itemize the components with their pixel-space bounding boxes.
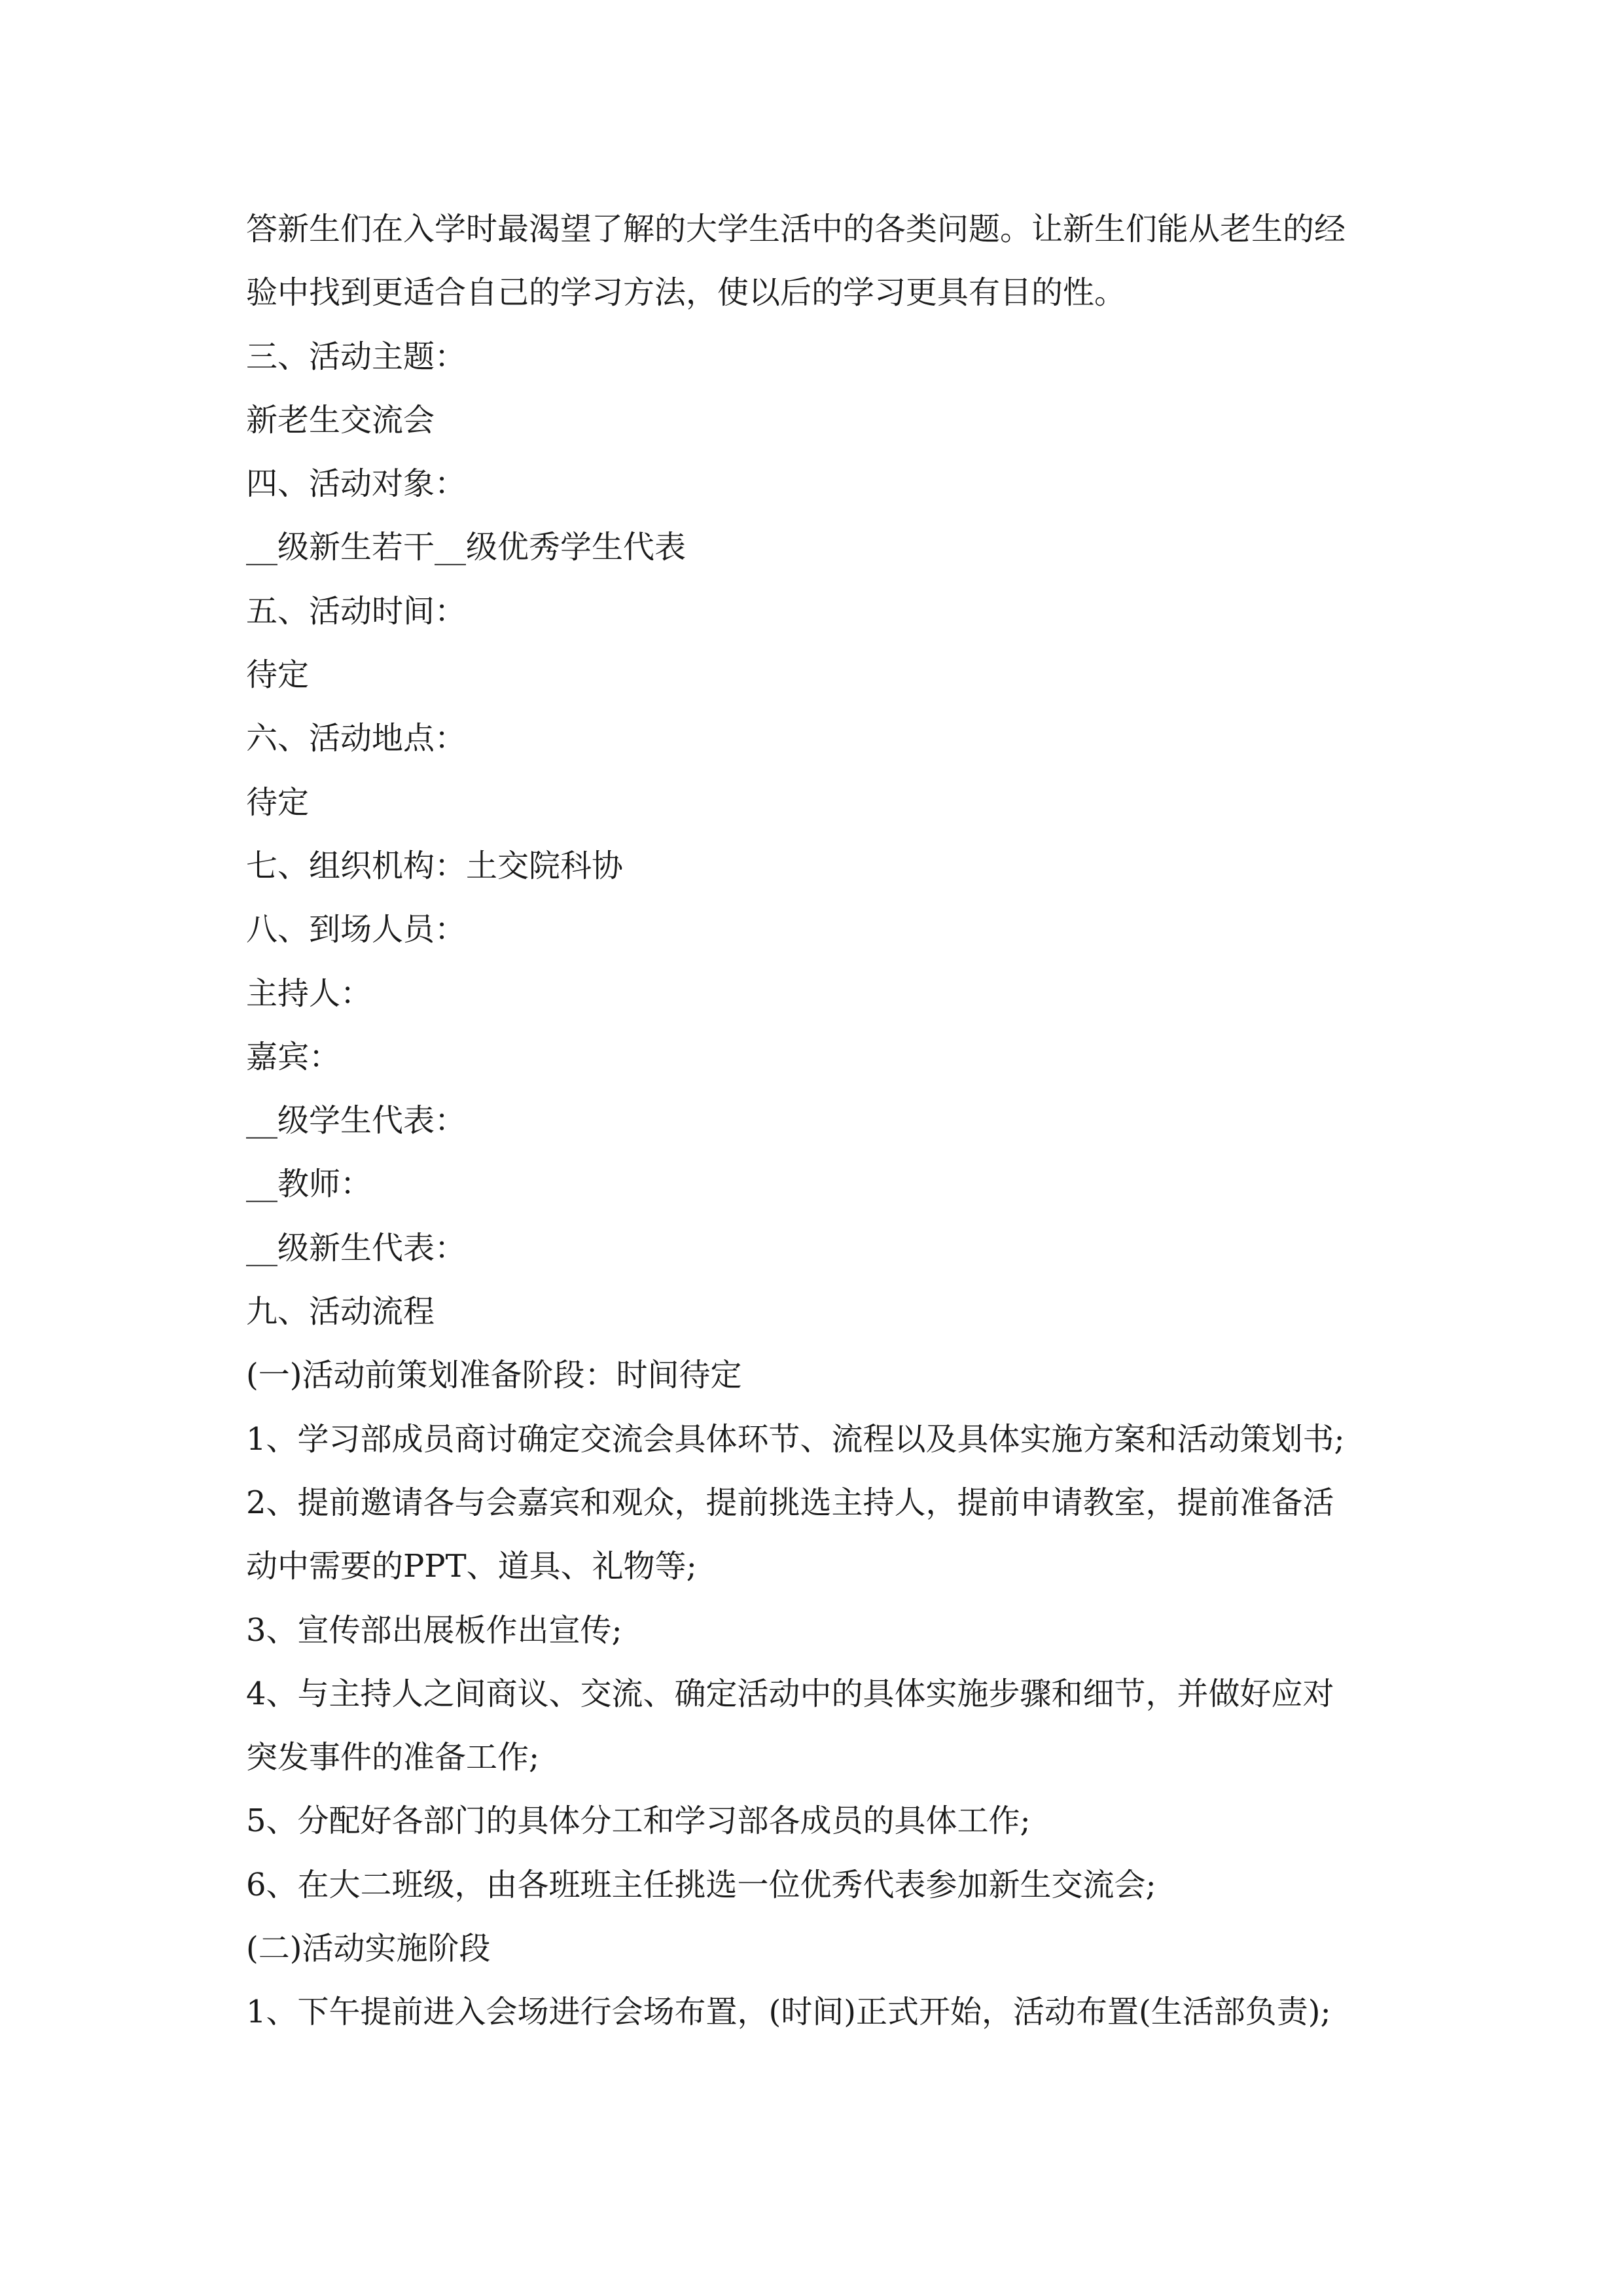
prep-item-4-line-2: 突发事件的准备工作; <box>246 1739 540 1776</box>
location-value: 待定 <box>246 783 310 821</box>
prep-item-2-line-2: 动中需要的PPT、道具、礼物等; <box>246 1548 697 1585</box>
time-value: 待定 <box>246 656 310 694</box>
audience-value: __级新生若干__级优秀学生代表 <box>246 529 687 566</box>
prep-item-6: 6、在大二班级，由各班班主任挑选一位优秀代表参加新生交流会; <box>246 1866 1156 1903</box>
paragraph-line-purpose-2: 验中找到更适合自己的学习方法，使以后的学习更具有目的性。 <box>246 274 1126 312</box>
subsection-heading-preparation: (一)活动前策划准备阶段：时间待定 <box>246 1357 742 1394</box>
prep-item-5: 5、分配好各部门的具体分工和学习部各成员的具体工作; <box>246 1803 1031 1840</box>
section-heading-audience: 四、活动对象： <box>246 465 467 503</box>
section-heading-time: 五、活动时间： <box>246 592 467 630</box>
attendee-guest: 嘉宾： <box>246 1038 341 1075</box>
attendee-teacher: __教师： <box>246 1166 372 1203</box>
section-heading-attendees: 八、到场人员： <box>246 911 467 948</box>
prep-item-3: 3、宣传部出展板作出宣传; <box>246 1611 622 1649</box>
subsection-heading-implementation: (二)活动实施阶段 <box>246 1930 491 1967</box>
section-heading-organizer: 七、组织机构：土交院科协 <box>246 847 624 884</box>
document-body <box>246 198 1387 2045</box>
prep-item-1: 1、学习部成员商讨确定交流会具体环节、流程以及具体实施方案和活动策划书; <box>246 1420 1345 1458</box>
paragraph-line-purpose-1: 答新生们在入学时最渴望了解的大学生活中的各类问题。让新生们能从老生的经 <box>246 211 1346 247</box>
section-heading-theme: 三、活动主题： <box>246 338 467 375</box>
section-heading-process: 九、活动流程 <box>246 1293 435 1331</box>
theme-value: 新老生交流会 <box>246 401 435 439</box>
section-heading-location: 六、活动地点： <box>246 720 467 757</box>
prep-item-2-line-1: 2、提前邀请各与会嘉宾和观众，提前挑选主持人，提前申请教室，提前准备活 <box>246 1484 1334 1521</box>
impl-item-1: 1、下午提前进入会场进行会场布置，(时间)正式开始，活动布置(生活部负责); <box>246 1994 1331 2031</box>
attendee-student-rep: __级学生代表： <box>246 1102 467 1139</box>
prep-item-4-line-1: 4、与主持人之间商议、交流、确定活动中的具体实施步骤和细节，并做好应对 <box>246 1675 1334 1712</box>
attendee-freshman-rep: __级新生代表： <box>246 1229 467 1266</box>
attendee-host: 主持人： <box>246 975 372 1012</box>
